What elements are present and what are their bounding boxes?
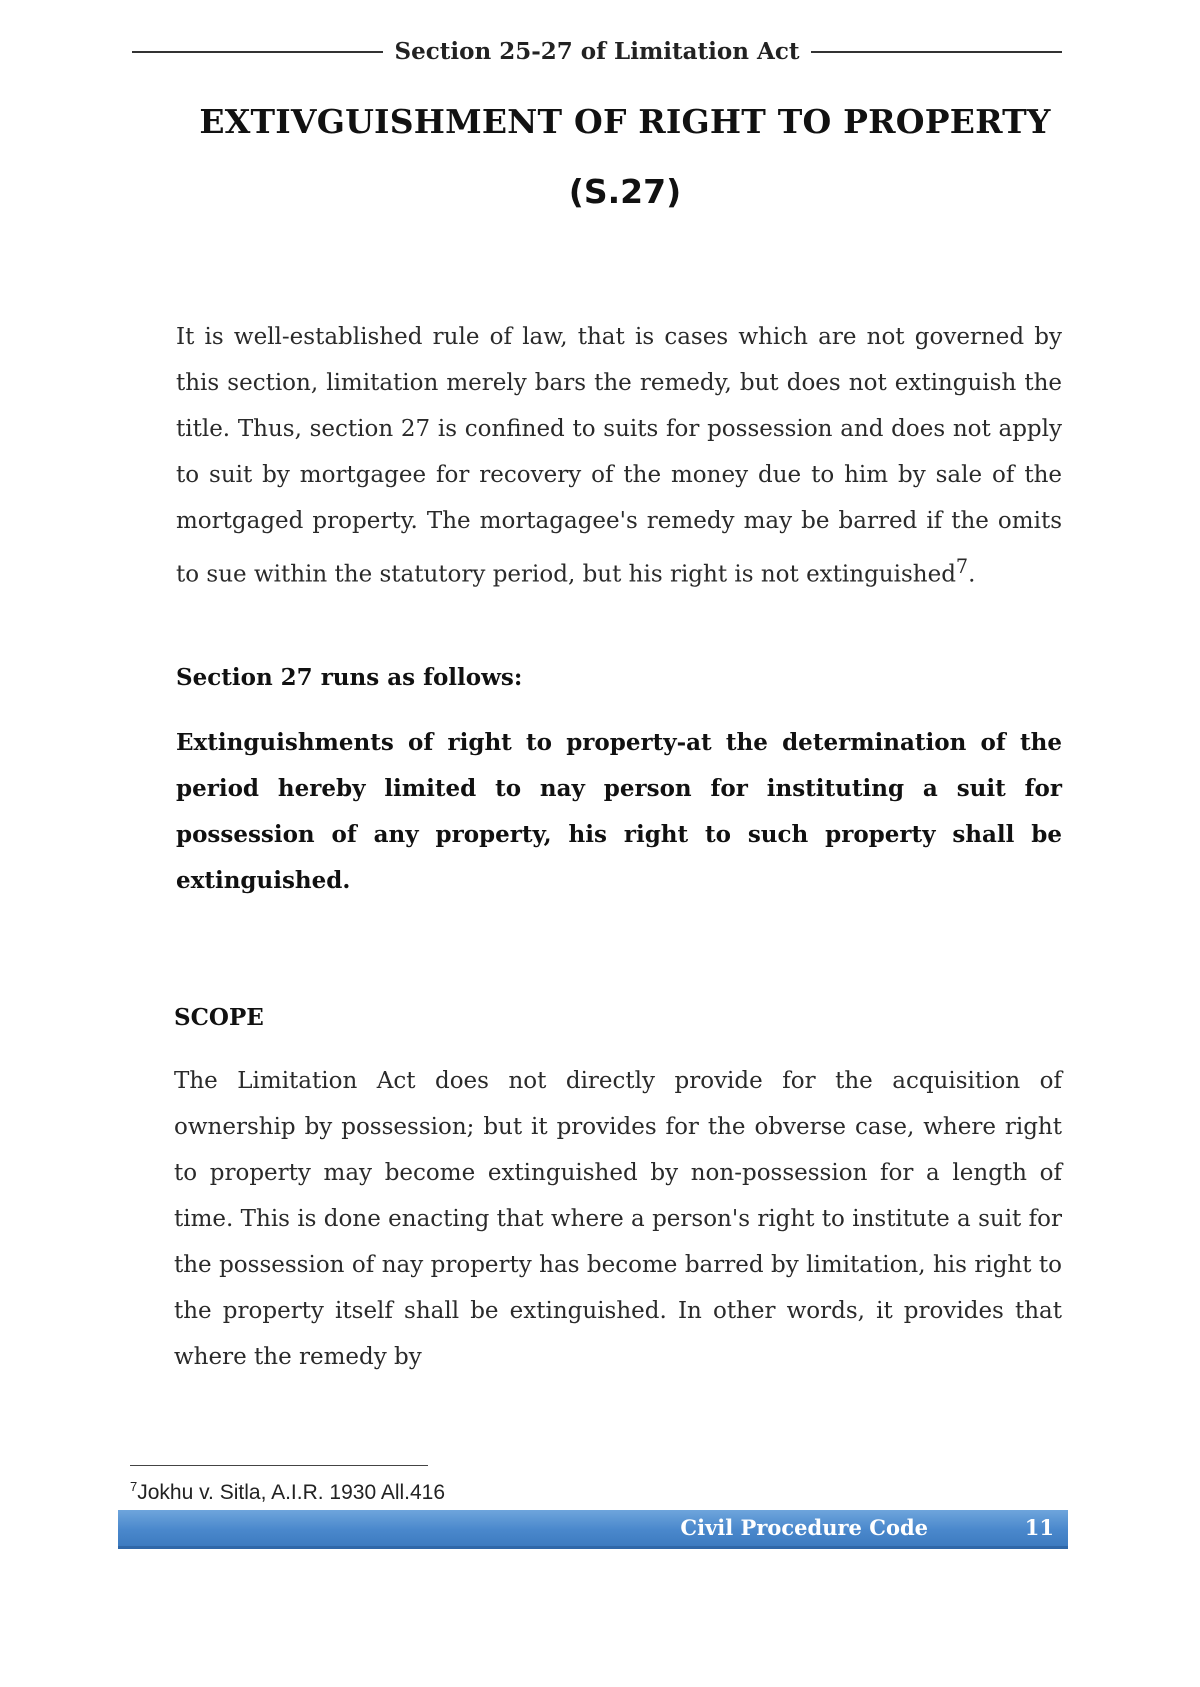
page-number: 11 bbox=[1024, 1515, 1054, 1540]
scope-heading: SCOPE bbox=[174, 1004, 264, 1031]
footnote bbox=[130, 1479, 445, 1505]
footnote-reference[interactable]: 7 bbox=[955, 555, 969, 578]
section-27-quote: Extinguishments of right to property-at the determination of the period hereby limited to nay person for instituting a suit for possession of any property, his right to such property shall be extinguished. bbox=[176, 729, 1062, 894]
intro-paragraph-end: . bbox=[968, 561, 976, 588]
scope-paragraph: The Limitation Act does not directly provide for the acquisition of ownership by possession; but it provides for the obverse case, where right to property may become extinguished by non-possession for a length of time. This is done enacting that where a person's right to institute a suit for the possession of nay property has become barred by limitation, his right to the property itself shall be extinguished. In other words, it provides that where the remedy by bbox=[174, 1068, 1062, 1370]
footnote-text: Jokhu v. Sitla, A.I.R. 1930 All.416 bbox=[137, 1481, 446, 1504]
page-subtitle-section: (S.27) bbox=[568, 172, 682, 211]
page-title: EXTIVGUISHMENT OF RIGHT TO PROPERTY bbox=[199, 102, 1051, 141]
footnote-marker: 7 bbox=[130, 1479, 138, 1494]
running-header bbox=[132, 38, 1062, 65]
header-rule-right bbox=[811, 51, 1062, 53]
section-27-heading: Section 27 runs as follows: bbox=[176, 664, 523, 691]
intro-paragraph-text: It is well-established rule of law, that is cases which are not governed by this section, limitation merely bars the remedy, but does not extinguish the title. Thus, section 27 is confined to suits for possession and does not apply to suit by mortgagee for recovery of the money due to him by sale of the mortgaged property. The mortagagee's remedy may be barred if the omits to sue within the statutory period, but his right is not extinguished bbox=[176, 324, 1062, 588]
footnote-divider bbox=[130, 1465, 428, 1466]
running-header-title: Section 25-27 of Limitation Act bbox=[394, 38, 800, 65]
footer-bar bbox=[118, 1510, 1068, 1549]
footer-book-title: Civil Procedure Code bbox=[680, 1515, 928, 1540]
header-rule-left bbox=[132, 51, 383, 53]
intro-paragraph bbox=[176, 314, 1062, 598]
